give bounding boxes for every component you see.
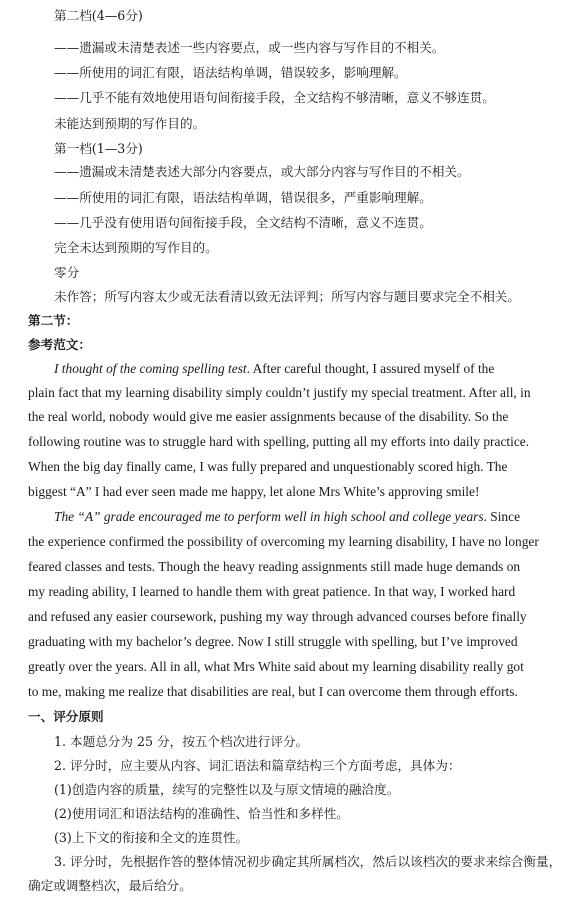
para2-line-5: and refused any easier coursework, pushing my way through advanced courses before finally	[28, 609, 527, 624]
tier2-criterion-1: ——遗漏或未清楚表述一些内容要点，或一些内容与写作目的不相关。	[54, 40, 445, 55]
principle-2-sub-1: (1)创造内容的质量，续写的完整性以及与原文情境的融洽度。	[54, 782, 400, 797]
para2-line-3: feared classes and tests. Though the heavy reading assignments still made huge demands on	[28, 559, 521, 574]
tier1-criterion-2: ——所使用的词汇有限，语法结构单调，错误很多，严重影响理解。	[54, 190, 432, 205]
para1-line-1	[54, 361, 494, 377]
para2-line-1	[54, 509, 520, 525]
para2-line-6: graduating with my bachelor’s degree. Now I still struggle with spelling, but I’ve improved	[28, 634, 518, 649]
para1-line-4: following routine was to struggle hard with spelling, putting all my efforts into daily practice.	[28, 434, 530, 449]
para1-line-1-rest: . After careful thought, I assured myself of the	[246, 361, 495, 376]
para2-line-7: greatly over the years. All in all, what Mrs White said about my learning disability really got	[28, 659, 524, 674]
principles-heading: 一、评分原则	[28, 709, 104, 724]
tier1-criterion-3: ——几乎没有使用语句间衔接手段，全文结构不清晰，意义不连贯。	[54, 215, 432, 230]
principle-2-sub-3: (3)上下文的衔接和全文的连贯性。	[54, 830, 249, 845]
para1-line-6: biggest “A” I had ever seen made me happy, let alone Mrs White’s approving smile!	[28, 484, 480, 499]
tier2-criterion-3: ——几乎不能有效地使用语句间衔接手段，全文结构不够清晰，意义不够连贯。	[54, 90, 495, 105]
para2-line-8: to me, making me realize that disabilities are real, but I can overcome them through efforts.	[28, 684, 518, 699]
tier1-summary: 完全未达到预期的写作目的。	[54, 240, 218, 255]
principle-2: 2. 评分时，应主要从内容、词汇语法和篇章结构三个方面考虑，具体为：	[54, 758, 461, 773]
para2-line-4: my reading ability, I learned to handle them with great patience. In that way, I worked hard	[28, 584, 516, 599]
sample-essay-heading: 参考范文：	[28, 337, 91, 352]
principle-1: 1. 本题总分为 25 分，按五个档次进行评分。	[54, 734, 309, 749]
para2-line-1-rest: . Since	[483, 509, 521, 524]
para2-lead-sentence: The “A” grade encouraged me to perform well in high school and college years	[54, 509, 484, 524]
para1-line-5: When the big day finally came, I was fully prepared and unquestionably scored high. The	[28, 459, 508, 474]
para1-line-3: the real world, nobody would give me easier assignments because of the disability. So the	[28, 409, 509, 424]
tier2-summary: 未能达到预期的写作目的。	[54, 116, 206, 131]
section2-heading: 第二节：	[28, 313, 79, 328]
principle-3: 3. 评分时，先根据作答的整体情况初步确定其所属档次，然后以该档次的要求来综合衡量，	[54, 854, 562, 869]
tier1-criterion-1: ——遗漏或未清楚表述大部分内容要点，或大部分内容与写作目的不相关。	[54, 164, 470, 179]
para2-line-2: the experience confirmed the possibility of overcoming my learning disability, I have no longer	[28, 534, 539, 549]
tier1-heading: 第一档(1—3分)	[54, 141, 143, 156]
tier2-criterion-2: ——所使用的词汇有限，语法结构单调，错误较多，影响理解。	[54, 65, 407, 80]
principle-3-cont: 确定或调整档次，最后给分。	[28, 878, 192, 893]
principle-2-sub-2: (2)使用词汇和语法结构的准确性、恰当性和多样性。	[54, 806, 349, 821]
para1-lead-sentence: I thought of the coming spelling test	[54, 361, 247, 376]
para1-line-2: plain fact that my learning disability simply couldn’t justify my special treatment. After all, in	[28, 385, 531, 400]
zero-heading: 零分	[54, 265, 80, 280]
tier2-heading: 第二档(4—6分)	[54, 8, 143, 23]
zero-text: 未作答；所写内容太少或无法看清以致无法评判；所写内容与题目要求完全不相关。	[54, 289, 520, 304]
